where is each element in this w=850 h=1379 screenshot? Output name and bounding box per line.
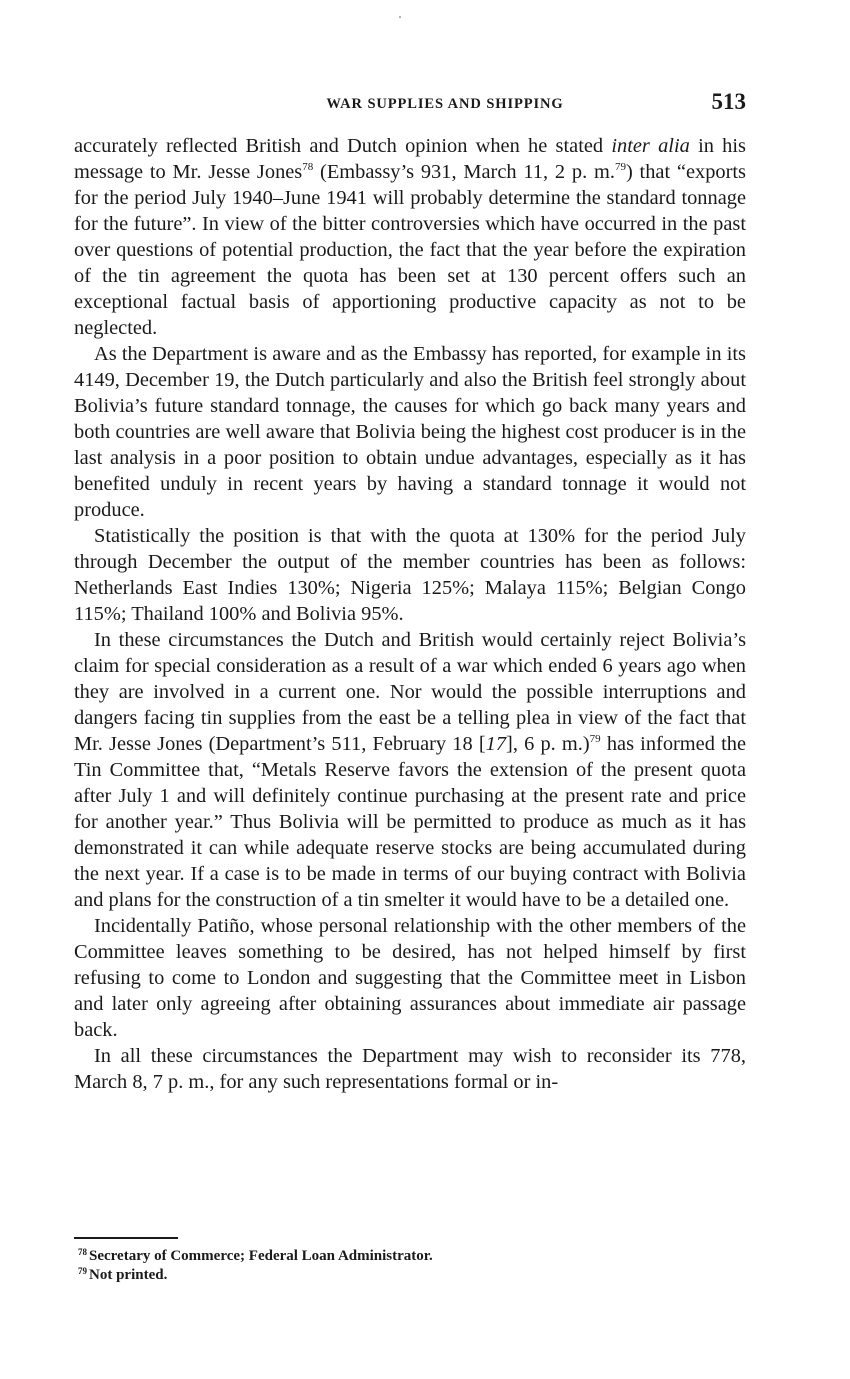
footnote-79	[78, 1266, 718, 1285]
running-title: WAR SUPPLIES AND SHIPPING	[326, 96, 564, 112]
paragraph-1-text-c: in his message to Mr. Jesse Jones	[74, 135, 746, 183]
page-number: 513	[711, 89, 746, 114]
paragraph-4-text-c: ], 6 p. m.)	[506, 733, 590, 755]
footnote-ref-78: 78	[302, 161, 314, 173]
footnote-ref-79: 79	[614, 161, 626, 173]
scan-speck	[399, 16, 401, 18]
footnote-mark: 78	[78, 1247, 87, 1257]
paragraph-4-text-a: In these circumstances the Dutch and British would certainly reject Bolivia’s claim for special consideration as a result of a war which ended 6 years ago when they are involved in a current one. Nor would the possible interruptions and dangers facing tin supplies from the east be a telling plea in view of the fact that Mr. Jesse Jones (Department’s 511, February 18 [	[74, 629, 746, 755]
footnote-rule	[74, 1237, 178, 1239]
paragraph-1-text-d: (Embassy’s 931, March 11, 2 p. m.	[313, 161, 615, 183]
paragraph-6: In all these circumstances the Department may wish to reconsider its 778, March 8, 7 p. m., for any such representations formal or in-	[74, 1045, 746, 1093]
footnote-mark: 79	[78, 1266, 87, 1276]
footnote-text: Not printed.	[89, 1267, 168, 1283]
paragraph-1-text-a: accurately reflected British and Dutch opinion when he stated	[74, 135, 612, 157]
paragraph-1	[74, 133, 746, 341]
running-head	[74, 88, 746, 120]
footnote-text: Secretary of Commerce; Federal Loan Administrator.	[89, 1248, 433, 1264]
paragraph-2: As the Department is aware and as the Embassy has reported, for example in its 4149, December 19, the Dutch particularly and also the British feel strongly about Bolivia’s future standard tonnage, the causes for which go back many years and both countries are well aware that Bolivia being the highest cost producer is in the last analysis in a poor position to obtain undue advantages, especially as it has benefited unduly in recent years by having a standard tonnage it would not produce.	[74, 343, 746, 521]
footnotes	[78, 1247, 718, 1285]
footnote-78	[78, 1247, 718, 1266]
paragraph-1-text-e: ) that “exports for the period July 1940–June 1941 will probably determine the standard tonnage for the future”. In view of the bitter controversies which have occurred in the past over questions of potential production, the fact that the year before the expiration of the tin agreement the quota has been set at 130 percent offers such an exceptional factual basis of apportioning productive capacity as not to be neglected.	[74, 161, 746, 339]
paragraph-3: Statistically the position is that with the quota at 130% for the period July through December the output of the member countries has been as follows: Netherlands East Indies 130%; Nigeria 125%; Malaya 115%; Belgian Congo 115%; Thailand 100% and Bolivia 95%.	[74, 525, 746, 625]
body-text	[74, 133, 746, 1095]
latin-phrase: inter alia	[611, 135, 690, 157]
paragraph-5: Incidentally Patiño, whose personal relationship with the other members of the Committee leaves something to be desired, has not helped himself by first refusing to come to London and suggesting that the Committee meet in Lisbon and later only agreeing after obtaining assurances about immediate air passage back.	[74, 915, 746, 1041]
editorial-date-insert: 17	[485, 733, 507, 755]
paragraph-4	[74, 627, 746, 913]
paragraph-4-text-d: has informed the Tin Committee that, “Metals Reserve favors the extension of the present quota after July 1 and will definitely continue purchasing at the present rate and price for another year.” Thus Bolivia will be permitted to produce as much as it has demonstrated it can while adequate reserve stocks are being accumulated during the next year. If a case is to be made in terms of our buying contract with Bolivia and plans for the construction of a tin smelter it would have to be a detailed one.	[74, 733, 746, 911]
footnote-ref-79-second: 79	[589, 733, 601, 745]
